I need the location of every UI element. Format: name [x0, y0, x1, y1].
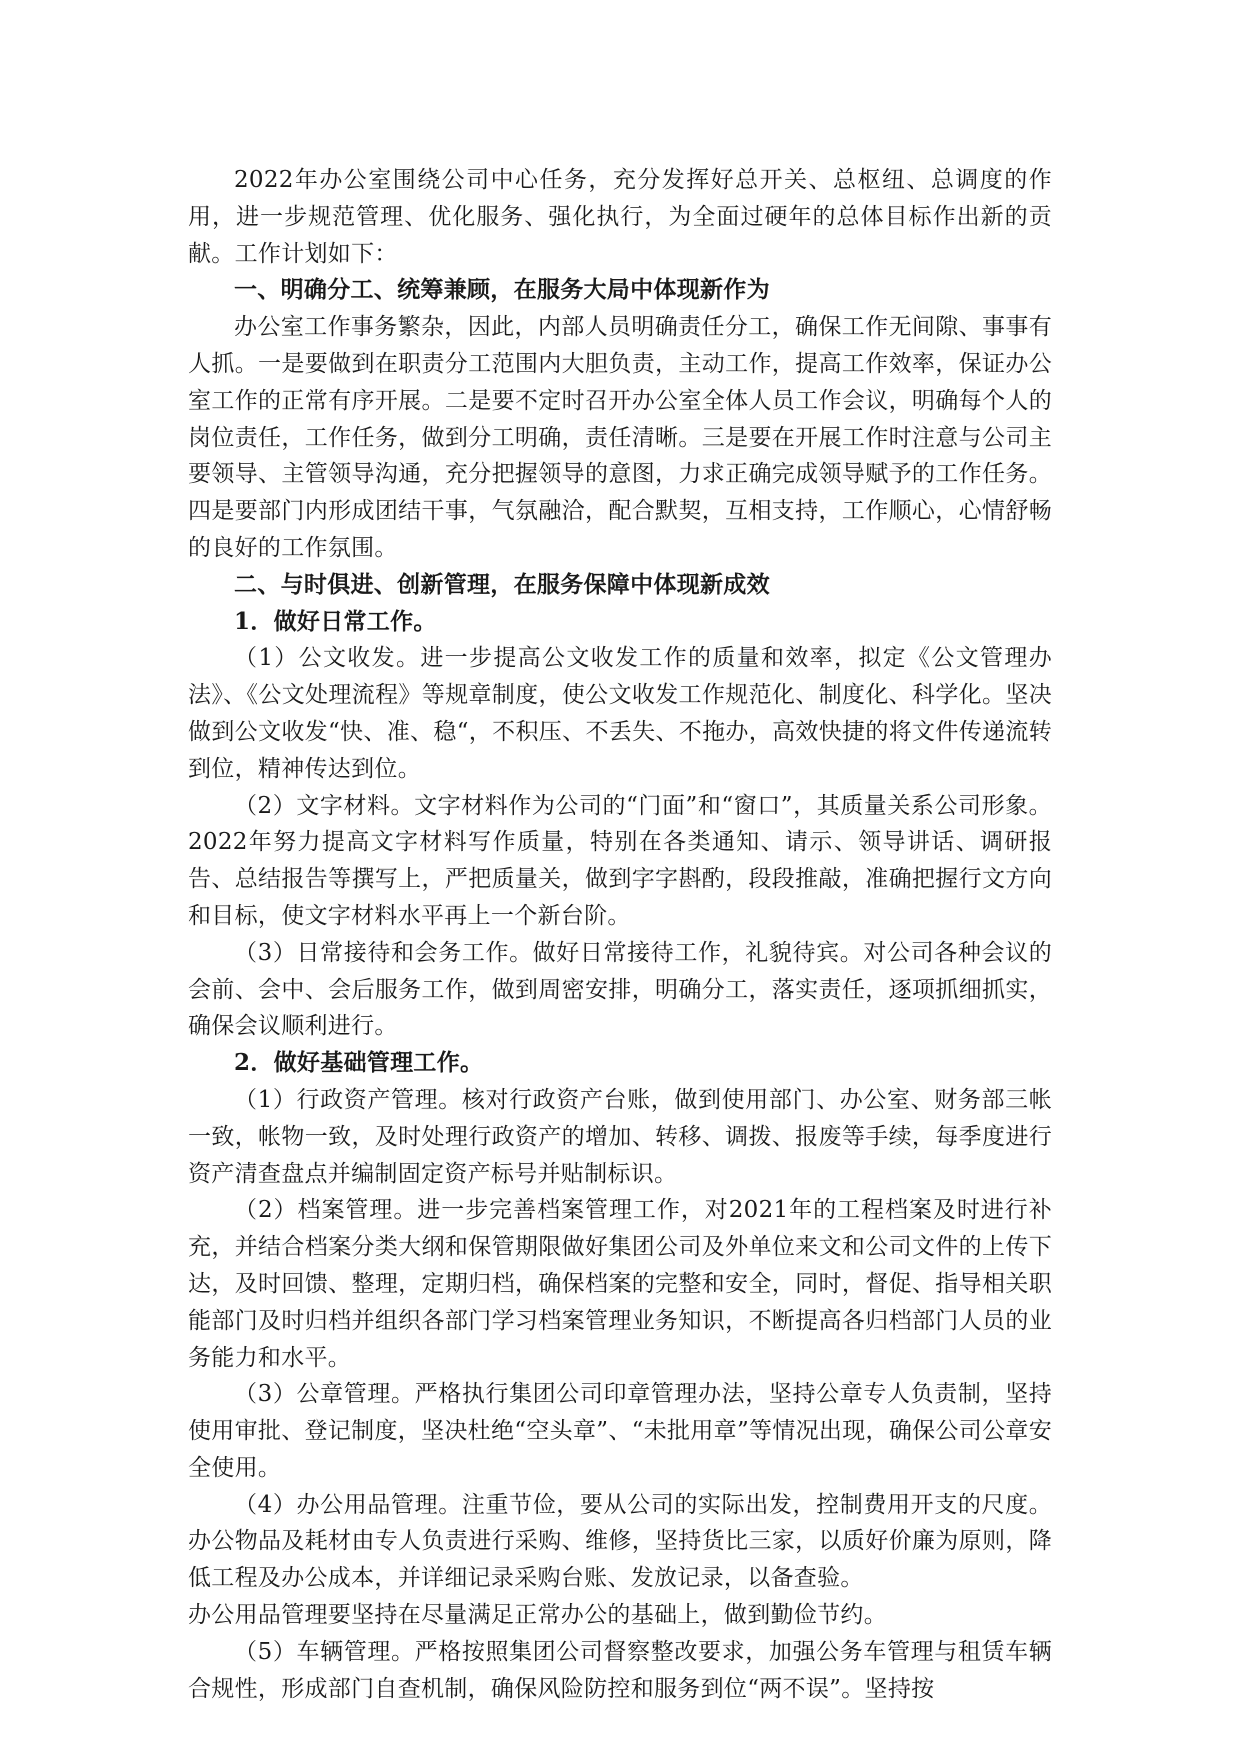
subsection-2-item-4: （4）办公用品管理。注重节俭，要从公司的实际出发，控制费用开支的尺度。办公物品及耗材由专人负责进行采购、维修，坚持货比三家，以质好价廉为原则，降低工程及办公成本，并详细记录采购台账、发放记录，以备查验。: [188, 1491, 1052, 1592]
subsection-1-item-2: （2）文字材料。文字材料作为公司的“门面”和“窗口”，其质量关系公司形象。2022年努力提高文字材料写作质量，特别在各类通知、请示、领导讲话、调研报告、总结报告等撰写上，严把质量关，做到字字斟酌，段段推敲，准确把握行文方向和目标，使文字材料水平再上一个新台阶。: [188, 792, 1052, 929]
subsection-2-item-4-continued: 办公用品管理要坚持在尽量满足正常办公的基础上，做到勤俭节约。: [188, 1602, 887, 1629]
subsection-2-item-5: （5）车辆管理。严格按照集团公司督察整改要求，加强公务车管理与租赁车辆合规性，形成部门自查机制，确保风险防控和服务到位“两不误”。坚持按: [188, 1638, 1052, 1702]
subsection-2-item-3: （3）公章管理。严格执行集团公司印章管理办法，坚持公章专人负责制，坚持使用审批、登记制度，坚决杜绝“空头章”、“未批用章”等情况出现，确保公司公章安全使用。: [188, 1381, 1052, 1481]
section-1-body: 办公室工作事务繁杂，因此，内部人员明确责任分工，确保工作无间隙、事事有人抓。一是要做到在职责分工范围内大胆负责，主动工作，提高工作效率，保证办公室工作的正常有序开展。二是要不定时召开办公室全体人员工作会议，明确每个人的岗位责任，工作任务，做到分工明确，责任清晰。三是要在开展工作时注意与公司主要领导、主管领导沟通，充分把握领导的意图，力求正确完成领导赋予的工作任务。四是要部门内形成团结干事，气氛融洽，配合默契，互相支持，工作顺心，心情舒畅的良好的工作氛围。: [188, 314, 1052, 561]
section-2-heading: 二、与时俱进、创新管理，在服务保障中体现新成效: [234, 570, 770, 598]
subsection-2-item-1: （1）行政资产管理。核对行政资产台账，做到使用部门、办公室、财务部三帐一致，帐物一致，及时处理行政资产的增加、转移、调拨、报废等手续，每季度进行资产清查盘点并编制固定资产标号并贴制标识。: [188, 1086, 1052, 1187]
section-1-heading: 一、明确分工、统筹兼顾，在服务大局中体现新作为: [234, 276, 770, 304]
subsection-2-title: 2．做好基础管理工作。: [234, 1049, 484, 1077]
subsection-2-item-2: （2）档案管理。进一步完善档案管理工作，对2021年的工程档案及时进行补充，并结合档案分类大纲和保管期限做好集团公司及外单位来文和公司文件的上传下达，及时回馈、整理，定期归档，确保档案的完整和安全，同时，督促、指导相关职能部门及时归档并组织各部门学习档案管理业务知识，不断提高各归档部门人员的业务能力和水平。: [188, 1197, 1052, 1371]
subsection-1-title: 1．做好日常工作。: [234, 607, 437, 635]
subsection-1-item-3: （3）日常接待和会务工作。做好日常接待工作，礼貌待宾。对公司各种会议的会前、会中、会后服务工作，做到周密安排，明确分工，落实责任，逐项抓细抓实，确保会议顺利进行。: [188, 939, 1052, 1040]
subsection-1-item-1: （1）公文收发。进一步提高公文收发工作的质量和效率，拟定《公文管理办法》、《公文处理流程》等规章制度，使公文收发工作规范化、制度化、科学化。坚决做到公文收发“快、准、稳“，不积压、不丢失、不拖办，高效快捷的将文件传递流转到位，精神传达到位。: [188, 645, 1052, 782]
document-page: [188, 162, 1052, 1707]
intro-paragraph: 2022年办公室围绕公司中心任务，充分发挥好总开关、总枢纽、总调度的作用，进一步规范管理、优化服务、强化执行，为全面过硬年的总体目标作出新的贡献。工作计划如下：: [188, 167, 1052, 267]
